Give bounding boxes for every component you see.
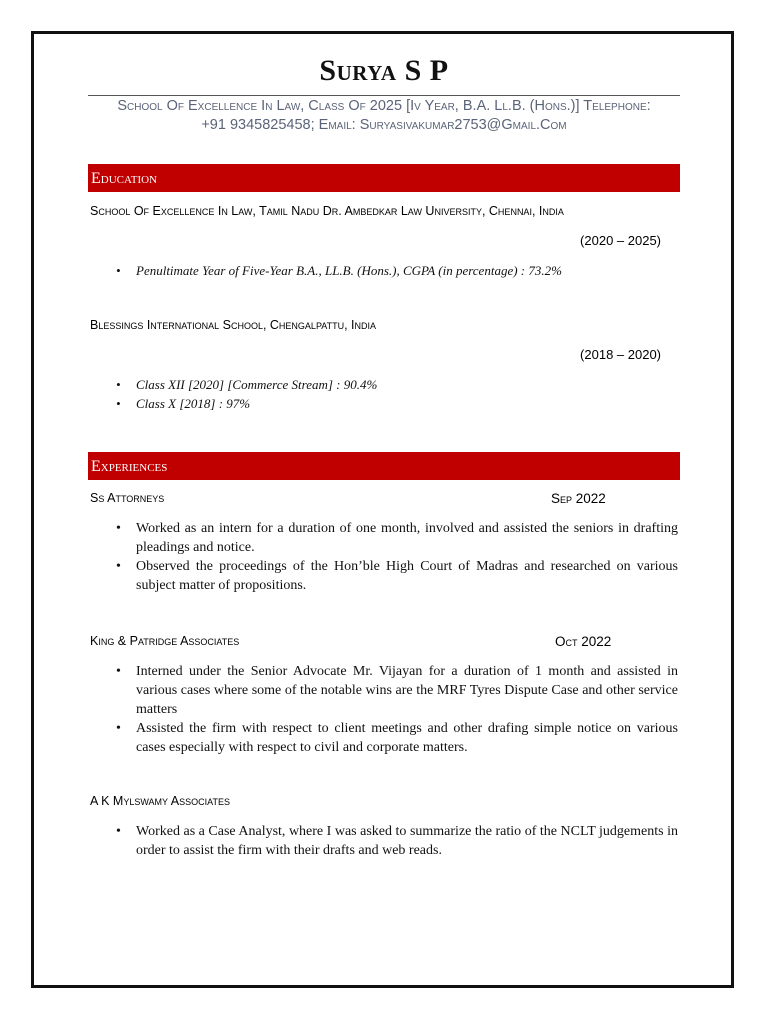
contact-line-2: +91 9345825458; Email: Suryasivakumar2753@Gmail.Com: [201, 117, 567, 133]
experience-details-1: [112, 519, 678, 595]
contact-info: [88, 97, 680, 135]
list-item: • Assisted the firm with respect to client meetings and other drafing simple notice on various cases especially with respect to civil and corporate matters.: [112, 719, 678, 757]
list-item: • Worked as an intern for a duration of one month, involved and assisted the seniors in drafting pleadings and notice.: [112, 519, 678, 557]
list-item: • Worked as a Case Analyst, where I was asked to summarize the ratio of the NCLT judgements in order to assist the firm with their drafts and web reads.: [112, 822, 678, 860]
experience-organization-2: King & Patridge Associates: [90, 634, 240, 648]
list-item: • Penultimate Year of Five-Year B.A., LL.B. (Hons.), CGPA (in percentage) : 73.2%: [112, 261, 678, 280]
list-item: • Class XII [2020] [Commerce Stream] : 90.4%: [112, 375, 678, 394]
experiences-section-header: Experiences: [88, 452, 680, 480]
candidate-name: Surya S P: [319, 54, 449, 87]
experience-details-2: [112, 662, 678, 757]
experience-date-2: Oct 2022: [555, 634, 612, 649]
contact-line-1: School Of Excellence In Law, Class Of 2025 [Iv Year, B.A. Ll.B. (Hons.)] Telephone:: [117, 98, 651, 114]
education-section-header: Education: [88, 164, 680, 192]
list-item: • Observed the proceedings of the Hon’ble High Court of Madras and researched on various subject matter of propositions.: [112, 557, 678, 595]
education-institution-2: Blessings International School, Chengalpattu, India: [90, 318, 377, 332]
experience-organization-1: Ss Attorneys: [90, 491, 165, 505]
list-item: • Class X [2018] : 97%: [112, 394, 678, 413]
education-period-2: (2018 – 2020): [580, 347, 661, 362]
experience-organization-3: A K Mylswamy Associates: [90, 794, 230, 808]
education-details-2: [112, 375, 678, 413]
experience-date-1: Sep 2022: [551, 491, 606, 506]
list-item: • Interned under the Senior Advocate Mr. Vijayan for a duration of 1 month and assisted in various cases where some of the notable wins are the MRF Tyres Dispute Case and other service matters: [112, 662, 678, 719]
education-period-1: (2020 – 2025): [580, 233, 661, 248]
education-details-1: [112, 261, 678, 280]
experience-details-3: [112, 822, 678, 860]
education-institution-1: School Of Excellence In Law, Tamil Nadu Dr. Ambedkar Law University, Chennai, India: [90, 204, 564, 218]
header-rule: [88, 95, 680, 96]
